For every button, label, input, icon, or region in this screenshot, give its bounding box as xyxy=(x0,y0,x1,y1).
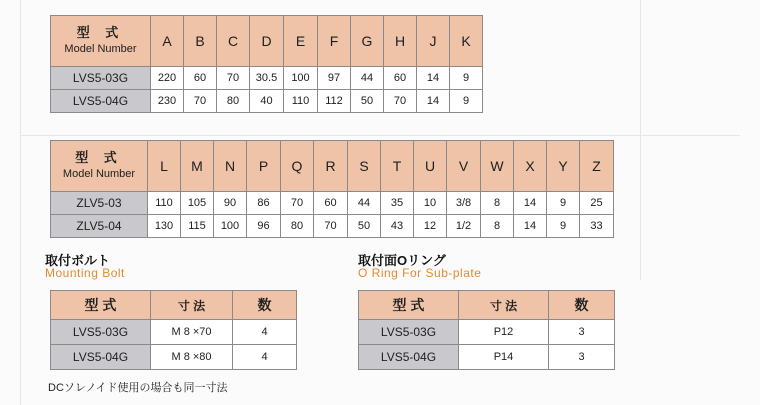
model-cell: LVS5-03G xyxy=(51,320,151,345)
value-cell: 14 xyxy=(417,90,450,113)
table-row xyxy=(359,320,615,345)
table-row xyxy=(359,345,615,370)
column-header: H xyxy=(384,16,417,67)
column-header: 型 式 xyxy=(359,291,459,320)
column-header: 数 xyxy=(549,291,615,320)
column-header: S xyxy=(348,141,381,192)
value-cell: 14 xyxy=(514,215,547,238)
value-cell: 9 xyxy=(450,90,483,113)
column-header: W xyxy=(481,141,514,192)
column-header: N xyxy=(214,141,247,192)
size-cell: P14 xyxy=(459,345,549,370)
model-cell: ZLV5-03 xyxy=(51,192,148,215)
value-cell: 110 xyxy=(284,90,318,113)
column-header: K xyxy=(450,16,483,67)
column-header: J xyxy=(417,16,450,67)
value-cell: 70 xyxy=(314,215,348,238)
value-cell: 40 xyxy=(250,90,284,113)
value-cell: 10 xyxy=(414,192,447,215)
table-row xyxy=(51,192,614,215)
column-header: 型 式 xyxy=(51,291,151,320)
column-header: E xyxy=(284,16,318,67)
value-cell: 9 xyxy=(547,215,580,238)
value-cell: 44 xyxy=(351,67,384,90)
value-cell: 60 xyxy=(184,67,217,90)
mounting-bolt-title-en: Mounting Bolt xyxy=(45,266,125,280)
column-header: C xyxy=(217,16,250,67)
value-cell: 9 xyxy=(547,192,580,215)
qty-cell: 4 xyxy=(233,320,297,345)
column-header: L xyxy=(148,141,181,192)
value-cell: 9 xyxy=(450,67,483,90)
value-cell: 33 xyxy=(580,215,614,238)
mounting-bolt-table xyxy=(50,290,297,370)
bg-line xyxy=(20,0,21,405)
column-header: T xyxy=(381,141,414,192)
value-cell: 25 xyxy=(580,192,614,215)
value-cell: 1/2 xyxy=(447,215,481,238)
model-cell: LVS5-04G xyxy=(51,90,151,113)
value-cell: 12 xyxy=(414,215,447,238)
value-cell: 8 xyxy=(481,215,514,238)
column-header: B xyxy=(184,16,217,67)
column-header: 寸 法 xyxy=(151,291,233,320)
value-cell: 50 xyxy=(351,90,384,113)
value-cell: 115 xyxy=(181,215,214,238)
column-header: U xyxy=(414,141,447,192)
table-row xyxy=(51,320,297,345)
o-ring-title-en: O Ring For Sub-plate xyxy=(358,266,482,280)
value-cell: 80 xyxy=(217,90,250,113)
value-cell: 110 xyxy=(148,192,181,215)
table-row xyxy=(51,215,614,238)
column-header: V xyxy=(447,141,481,192)
value-cell: 80 xyxy=(281,215,314,238)
column-header: F xyxy=(318,16,351,67)
model-cell: ZLV5-04 xyxy=(51,215,148,238)
bg-line xyxy=(640,0,641,280)
model-cell: LVS5-04G xyxy=(359,345,459,370)
column-header: 数 xyxy=(233,291,297,320)
value-cell: 100 xyxy=(214,215,247,238)
footnote: DCソレノイド使用の場合も同一寸法 xyxy=(48,382,228,394)
value-cell: 220 xyxy=(151,67,184,90)
size-cell: M 8 ×80 xyxy=(151,345,233,370)
size-cell: P12 xyxy=(459,320,549,345)
value-cell: 90 xyxy=(214,192,247,215)
value-cell: 8 xyxy=(481,192,514,215)
column-header: X xyxy=(514,141,547,192)
column-header: R xyxy=(314,141,348,192)
value-cell: 70 xyxy=(217,67,250,90)
column-header: Z xyxy=(580,141,614,192)
value-cell: 35 xyxy=(381,192,414,215)
value-cell: 50 xyxy=(348,215,381,238)
o-ring-table xyxy=(358,290,615,370)
value-cell: 96 xyxy=(247,215,281,238)
table-row xyxy=(51,67,483,90)
value-cell: 70 xyxy=(184,90,217,113)
value-cell: 130 xyxy=(148,215,181,238)
column-header: Y xyxy=(547,141,580,192)
mounting-bolt-title-jp: 取付ボルト xyxy=(45,253,111,268)
o-ring-title-jp: 取付面Oリング xyxy=(358,253,446,268)
value-cell: 60 xyxy=(314,192,348,215)
value-cell: 112 xyxy=(318,90,351,113)
column-header: Q xyxy=(281,141,314,192)
value-cell: 60 xyxy=(384,67,417,90)
value-cell: 14 xyxy=(417,67,450,90)
column-header: 寸 法 xyxy=(459,291,549,320)
value-cell: 230 xyxy=(151,90,184,113)
value-cell: 14 xyxy=(514,192,547,215)
value-cell: 3/8 xyxy=(447,192,481,215)
dimension-table-2 xyxy=(50,140,614,238)
value-cell: 44 xyxy=(348,192,381,215)
value-cell: 70 xyxy=(281,192,314,215)
value-cell: 30.5 xyxy=(250,67,284,90)
dimension-table-1 xyxy=(50,15,483,113)
column-header: G xyxy=(351,16,384,67)
column-header: P xyxy=(247,141,281,192)
qty-cell: 3 xyxy=(549,345,615,370)
column-header: A xyxy=(151,16,184,67)
model-number-header: 型 式 Model Number xyxy=(51,141,148,192)
value-cell: 43 xyxy=(381,215,414,238)
value-cell: 97 xyxy=(318,67,351,90)
size-cell: M 8 ×70 xyxy=(151,320,233,345)
column-header: D xyxy=(250,16,284,67)
value-cell: 70 xyxy=(384,90,417,113)
model-number-header: 型 式 Model Number xyxy=(51,16,151,67)
table-row xyxy=(51,90,483,113)
table-row xyxy=(51,345,297,370)
value-cell: 100 xyxy=(284,67,318,90)
bg-line xyxy=(20,135,740,136)
value-cell: 105 xyxy=(181,192,214,215)
qty-cell: 4 xyxy=(233,345,297,370)
model-cell: LVS5-03G xyxy=(359,320,459,345)
value-cell: 86 xyxy=(247,192,281,215)
model-cell: LVS5-04G xyxy=(51,345,151,370)
qty-cell: 3 xyxy=(549,320,615,345)
model-cell: LVS5-03G xyxy=(51,67,151,90)
column-header: M xyxy=(181,141,214,192)
